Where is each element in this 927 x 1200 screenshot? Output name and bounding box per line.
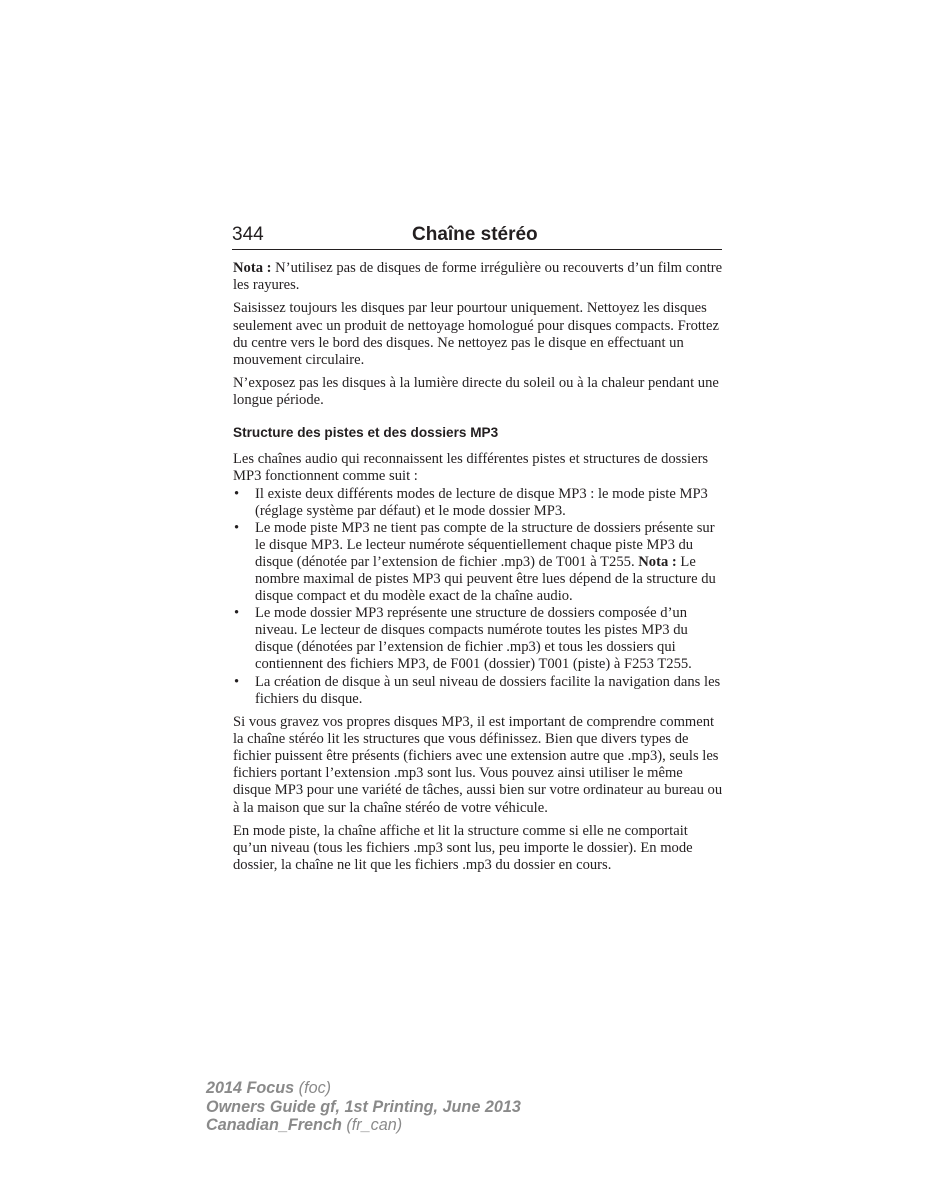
bullet-icon: • xyxy=(234,519,240,536)
footer-language-line xyxy=(206,1116,521,1135)
note-label: Nota : xyxy=(233,260,272,276)
track-mode-paragraph: En mode piste, la chaîne affiche et lit la structure comme si elle ne comportait qu’un niveau (tous les fichiers .mp3 sont lus, peu importe le dossier). En mode dossier, la chaîne ne lit que les fichiers .mp3 du dossier en cours. xyxy=(233,822,693,874)
page-footer xyxy=(206,1079,521,1135)
page-number: 344 xyxy=(232,224,264,245)
note-text: N’utilisez pas de disques de forme irrégulière ou recouverts d’un film contre les rayures. xyxy=(233,260,723,294)
handling-paragraph: Saisissez toujours les disques par leur pourtour uniquement. Nettoyez les disques seulement avec un produit de nettoyage homologué pour disques compacts. Frottez du centre vers le bord des disques. Ne nettoyez pas le disque en effectuant un mouvement circulaire. xyxy=(233,300,719,368)
mp3-structure-heading: Structure des pistes et des dossiers MP3 xyxy=(233,425,499,441)
footer-language-code: (fr_can) xyxy=(341,1116,403,1135)
list-item-text: La création de disque à un seul niveau de dossiers facilite la navigation dans les fichiers du disque. xyxy=(255,673,721,707)
footer-model: 2014 Focus xyxy=(206,1079,295,1097)
note-paragraph xyxy=(233,260,723,294)
footer-model-line xyxy=(206,1079,521,1098)
list-item xyxy=(233,486,723,520)
list-item-text: Le mode piste MP3 ne tient pas compte de la structure de dossiers présente sur le disque MP3. Le lecteur numérote séquentiellement chaque piste MP3 du disque (dénotée par l’extension de fichier .mp3) de T001 à T255. xyxy=(255,519,715,570)
mp3-bullet-list xyxy=(233,486,723,708)
burning-paragraph: Si vous gravez vos propres disques MP3, il est important de comprendre comment la chaîne stéréo lit les structures que vous définissez. Bien que divers types de fichier puissent être présents (fichiers avec une extension autre que .mp3), seuls les fichiers portant l’extension .mp3 sont lus. Vous pouvez ainsi utiliser le même disque MP3 pour une variété de tâches, aussi bien sur votre ordinateur au bureau ou à la maison que sur la chaîne stéréo de votre véhicule. xyxy=(233,714,723,816)
footer-model-code: (foc) xyxy=(294,1079,332,1097)
bullet-icon: • xyxy=(234,673,240,690)
list-item-text: Le mode dossier MP3 représente une structure de dossiers composée d’un niveau. Le lecteur de disques compacts numérote toutes les pistes MP3 du disque (dénotées par l’extension de fichier .mp3) et tous les dossiers qui contiennent des fichiers MP3, de F001 (dossier) T001 (piste) à F253 T255. xyxy=(255,605,692,673)
page-content xyxy=(233,260,723,880)
list-item xyxy=(233,674,723,708)
exposure-paragraph: N’exposez pas les disques à la lumière directe du soleil ou à la chaleur pendant une longue période. xyxy=(233,375,719,409)
bullet-icon: • xyxy=(234,485,240,502)
list-item-text: Il existe deux différents modes de lecture de disque MP3 : le mode piste MP3 (réglage système par défaut) et le mode dossier MP3. xyxy=(255,485,708,519)
note-label: Nota : xyxy=(638,553,677,570)
list-item xyxy=(233,605,723,673)
section-title: Chaîne stéréo xyxy=(412,224,538,245)
footer-language: Canadian_French xyxy=(206,1116,342,1135)
mp3-intro-paragraph: Les chaînes audio qui reconnaissent les différentes pistes et structures de dossiers MP3 fonctionnent comme suit : xyxy=(233,451,709,485)
footer-printing-line: Owners Guide gf, 1st Printing, June 2013 xyxy=(206,1097,521,1116)
list-item xyxy=(233,520,723,605)
page-header xyxy=(232,222,722,250)
bullet-icon: • xyxy=(234,605,240,622)
list-item-text: Le nombre maximal de pistes MP3 qui peuvent être lues dépend de la structure du disque compact et du modèle exact de la chaîne audio. xyxy=(255,553,716,605)
